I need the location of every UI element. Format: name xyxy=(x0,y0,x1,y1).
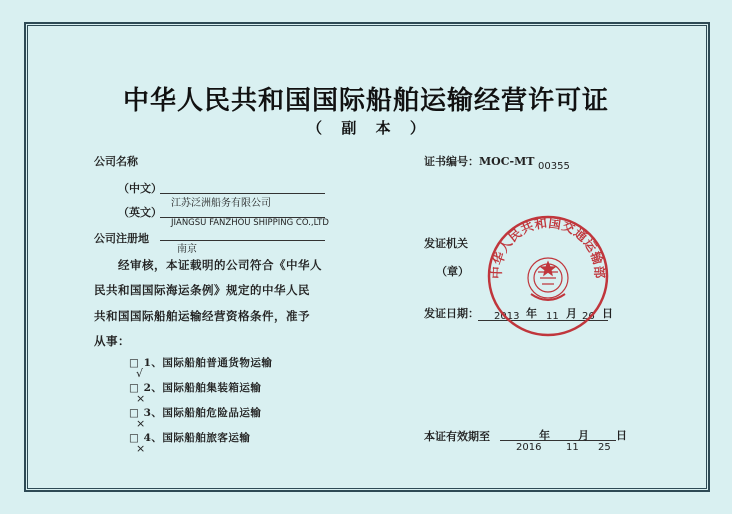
english-name-line xyxy=(160,217,325,218)
validity-label: 本证有效期至 xyxy=(424,430,490,443)
service-mark-4: × xyxy=(136,442,146,455)
valid-month: 11 xyxy=(566,442,579,453)
valid-year: 2016 xyxy=(516,442,542,453)
official-stamp xyxy=(486,214,610,338)
certificate-title: 中华人民共和国国际船舶运输经营许可证 xyxy=(122,86,609,116)
english-name-label: （英文） xyxy=(118,206,162,219)
issue-month-char: 月 xyxy=(566,307,577,320)
valid-day: 25 xyxy=(598,442,611,453)
stamp-text: 中华人民共和国交通运输部 xyxy=(488,215,608,280)
issuing-authority-label: 发证机关 xyxy=(424,237,468,250)
cert-number-label: 证书编号：MOC-MT xyxy=(424,155,535,168)
chinese-name-label: （中文） xyxy=(118,182,162,195)
service-item-2: □ 2、国际船舶集装箱运输 xyxy=(129,382,262,394)
issue-year: 2013 xyxy=(494,311,520,322)
service-mark-3: × xyxy=(136,417,146,430)
registered-place-line xyxy=(160,240,325,241)
service-item-4: □ 4、国际船舶旅客运输 xyxy=(129,432,251,444)
registered-place-value: 南京 xyxy=(177,244,197,255)
company-name-label: 公司名称 xyxy=(94,155,138,168)
valid-month-char: 月 xyxy=(578,429,589,442)
certificate-subtitle: （ 副 本 ） xyxy=(307,119,425,137)
validity-line xyxy=(500,440,616,441)
issue-date-label: 发证日期： xyxy=(424,307,479,320)
service-mark-2: × xyxy=(136,392,146,405)
issue-day: 26 xyxy=(582,311,595,322)
body-line-2: 民共和国国际海运条例》规定的中华人民 xyxy=(94,283,310,297)
registered-place-label: 公司注册地 xyxy=(94,232,149,245)
national-emblem-icon xyxy=(528,258,568,300)
body-line-4: 从事： xyxy=(94,334,130,348)
issue-day-char: 日 xyxy=(602,307,613,320)
issue-year-char: 年 xyxy=(526,307,537,320)
seal-label: （章） xyxy=(436,265,469,278)
english-name-value: JIANGSU FANZHOU SHIPPING CO.,LTD xyxy=(171,218,329,228)
chinese-name-value: 江苏泛洲船务有限公司 xyxy=(171,198,271,209)
service-item-1: □ 1、国际船舶普通货物运输 xyxy=(129,357,273,369)
body-line-3: 共和国国际船舶运输经营资格条件，准予 xyxy=(94,309,310,323)
issue-month: 11 xyxy=(546,311,559,322)
cert-number-value: 00355 xyxy=(538,161,570,172)
valid-year-char: 年 xyxy=(539,429,550,442)
body-line-1: 经审核，本证载明的公司符合《中华人 xyxy=(118,258,322,272)
service-item-3: □ 3、国际船舶危险品运输 xyxy=(129,407,262,419)
valid-day-char: 日 xyxy=(616,429,627,442)
service-mark-1: √ xyxy=(136,367,144,380)
chinese-name-line xyxy=(160,193,325,194)
